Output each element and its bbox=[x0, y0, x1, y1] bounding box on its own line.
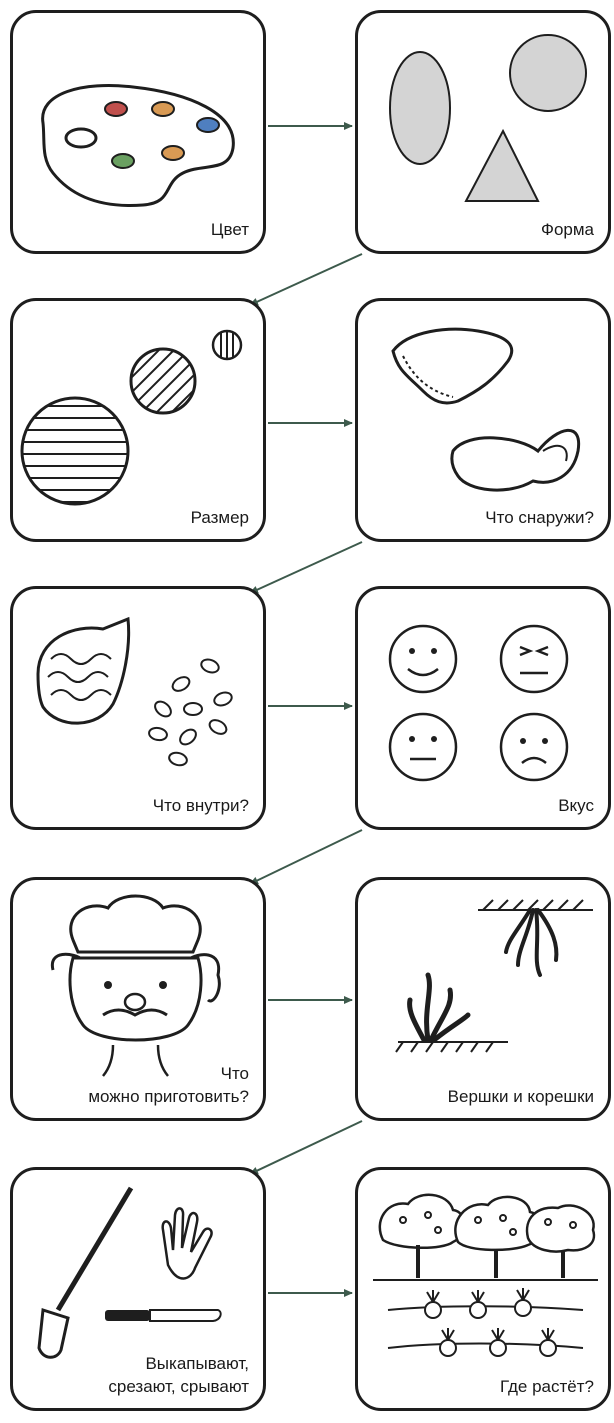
card-label: Форма bbox=[541, 220, 594, 239]
card-label: Цвет bbox=[210, 220, 249, 239]
faces-icon bbox=[358, 589, 608, 827]
card-tops bbox=[355, 877, 611, 1121]
roots-icon bbox=[358, 880, 608, 1118]
arrow-taste-cook bbox=[250, 830, 362, 884]
card-size bbox=[10, 298, 266, 542]
card-label: Вершки и корешки bbox=[447, 1087, 594, 1106]
card-color bbox=[10, 10, 266, 254]
sizes-icon bbox=[13, 301, 263, 539]
card-cook bbox=[10, 877, 266, 1121]
card-label: Где растёт? bbox=[499, 1377, 594, 1396]
arrow-shape-size bbox=[250, 254, 362, 305]
card-taste bbox=[355, 586, 611, 830]
card-harvest bbox=[10, 1167, 266, 1411]
card-outside bbox=[355, 298, 611, 542]
card-label: Размер bbox=[190, 508, 249, 527]
garden-icon bbox=[358, 1170, 608, 1408]
arrow-tops-harvest bbox=[250, 1121, 362, 1174]
seeds-icon bbox=[13, 589, 263, 827]
card-label: Вкус bbox=[558, 796, 594, 815]
card-shape bbox=[355, 10, 611, 254]
shapes-icon bbox=[358, 13, 608, 251]
card-label: Что внутри? bbox=[152, 796, 249, 815]
card-label: Что снаружи? bbox=[485, 508, 594, 527]
card-inside bbox=[10, 586, 266, 830]
palette-icon bbox=[13, 13, 263, 251]
card-where bbox=[355, 1167, 611, 1411]
card-label: Что можно приготовить? bbox=[88, 1064, 249, 1106]
arrow-outside-inside bbox=[250, 542, 362, 593]
peel-icon bbox=[358, 301, 608, 539]
card-label: Выкапывают, срезают, срывают bbox=[108, 1354, 249, 1396]
